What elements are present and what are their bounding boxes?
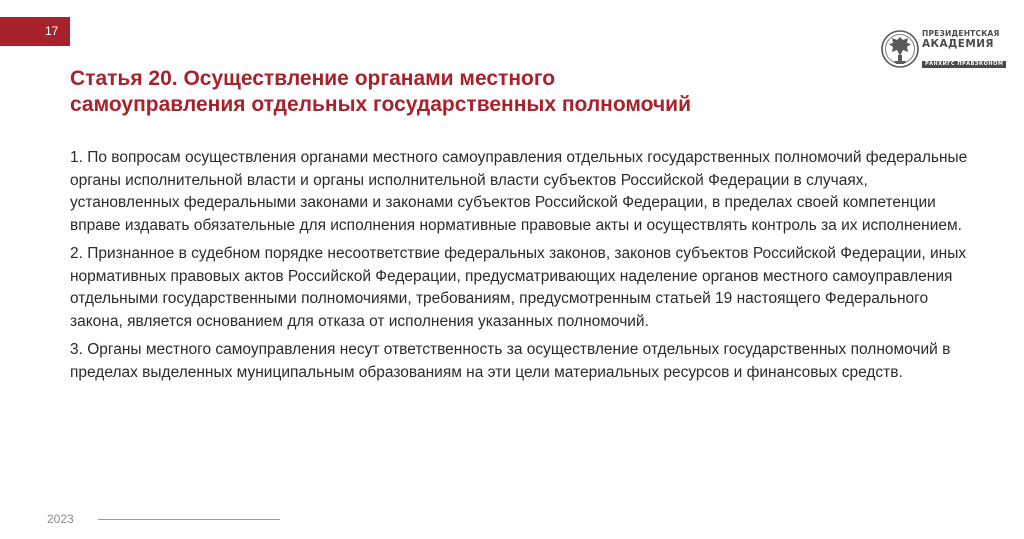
double-headed-eagle-emblem-icon bbox=[880, 25, 920, 73]
paragraph-2: 2. Признанное в судебном порядке несоответствие федеральных законов, законов субъектов Российской Федерации, иных нормативных правовых актов Российской Федерации, предусматривающих наделение органов местного самоуправления отдельными государственными полномочиями, требованиям, предусмотренным статьей 19 настоящего Федерального закона, является основанием для отказа от исполнения указанных полномочий. bbox=[70, 245, 967, 330]
academy-logo bbox=[880, 23, 1004, 75]
page-number: 17 bbox=[45, 24, 59, 38]
paragraph-1: 1. По вопросам осуществления органами местного самоуправления отдельных государственных полномочий федеральные органы исполнительной власти и органы исполнительной власти субъектов Российской Федерации в случаях, установленных федеральными законами и законами субъектов Российской Федерации, в пределах своей компетенции вправе издавать обязательные для исполнения нормативные правовые акты и осуществлять контроль за их исполнением. bbox=[70, 149, 968, 234]
title-line-2: самоуправления отдельных государственных полномочий bbox=[70, 93, 691, 116]
logo-line-2: АКАДЕМИЯ bbox=[922, 38, 994, 50]
logo-line-1: ПРЕЗИДЕНТСКАЯ bbox=[922, 29, 1000, 38]
footer-divider bbox=[98, 519, 280, 520]
logo-line-3: РАНХИГС ПРАВЭКОНОМ bbox=[922, 61, 1006, 68]
paragraph-3: 3. Органы местного самоуправления несут ответственность за осуществление отдельных государственных полномочий в пределах выделенных муниципальным образованиям на эти цели материальных ресурсов и финансовых средств. bbox=[70, 341, 951, 381]
slide-title bbox=[70, 66, 830, 118]
logo-text bbox=[922, 23, 1004, 69]
title-line-1: Статья 20. Осуществление органами местного bbox=[70, 67, 556, 90]
page-number-badge bbox=[0, 17, 70, 46]
footer-year: 2023 bbox=[47, 512, 74, 526]
slide-body bbox=[70, 147, 970, 390]
